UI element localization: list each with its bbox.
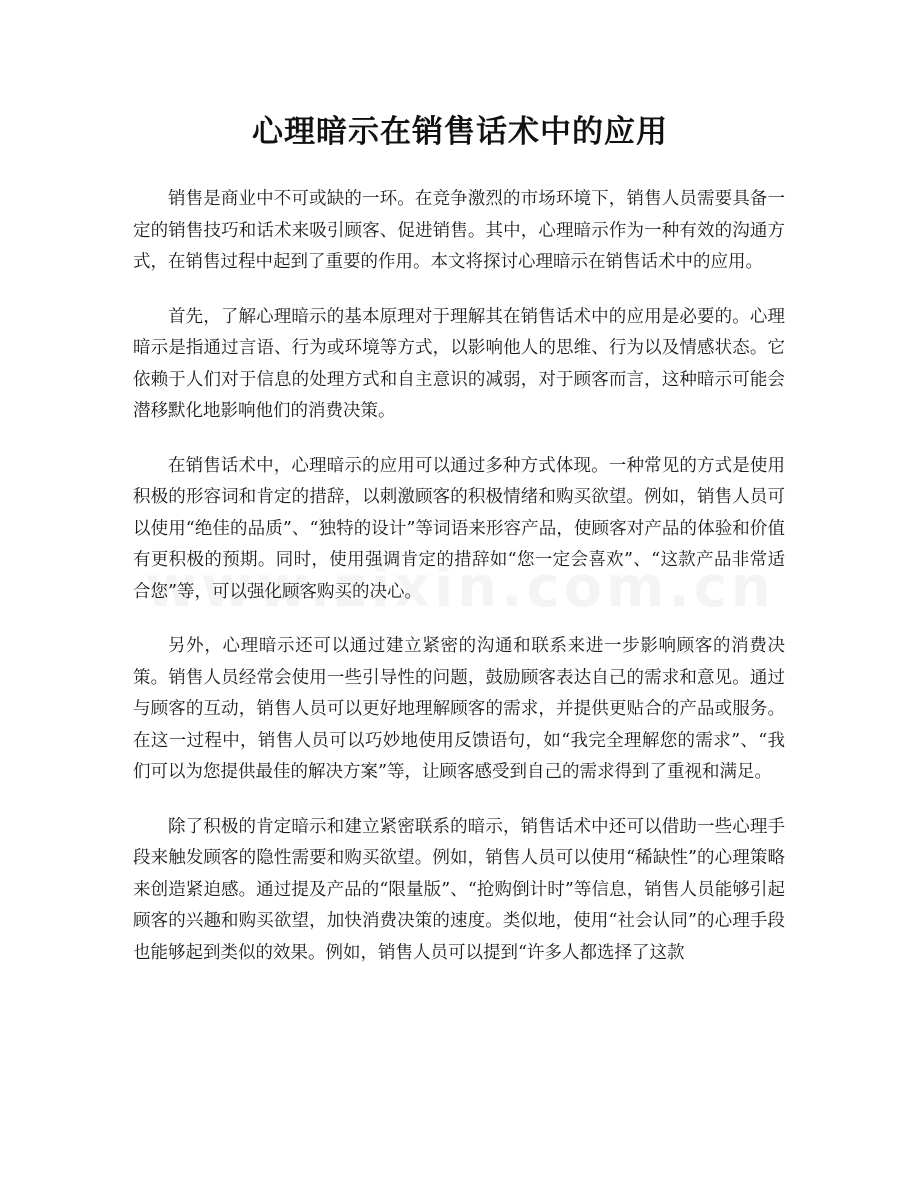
page-title: 心理暗示在销售话术中的应用 [252,114,668,150]
paragraph-1: 销售是商业中不可或缺的一环。在竞争激烈的市场环境下，销售人员需要具备一定的销售技巧和话术来吸引顾客、促进销售。其中，心理暗示作为一种有效的沟通方式，在销售过程中起到了重要的作用。本文将探讨心理暗示在销售话术中的应用。 [133,189,785,272]
document-body [133,184,785,992]
paragraph-2: 首先，了解心理暗示的基本原理对于理解其在销售话术中的应用是必要的。心理暗示是指通过言语、行为或环境等方式，以影响他人的思维、行为以及情感状态。它依赖于人们对于信息的处理方式和自主意识的减弱，对于顾客而言，这种暗示可能会潜移默化地影响他们的消费决策。 [133,306,785,421]
paragraph-4: 另外，心理暗示还可以通过建立紧密的沟通和联系来进一步影响顾客的消费决策。销售人员经常会使用一些引导性的问题，鼓励顾客表达自己的需求和意见。通过与顾客的互动，销售人员可以更好地理解顾客的需求，并提供更贴合的产品或服务。在这一过程中，销售人员可以巧妙地使用反馈语句，如“我完全理解您的需求”、“我们可以为您提供最佳的解决方案”等，让顾客感受到自己的需求得到了重视和满足。 [133,636,785,782]
paragraph-5: 除了积极的肯定暗示和建立紧密联系的暗示，销售话术中还可以借助一些心理手段来触发顾客的隐性需要和购买欲望。例如，销售人员可以使用“稀缺性”的心理策略来创造紧迫感。通过提及产品的“限量版”、“抢购倒计时”等信息，销售人员能够引起顾客的兴趣和购买欲望，加快消费决策的速度。类似地，使用“社会认同”的心理手段也能够起到类似的效果。例如，销售人员可以提到“许多人都选择了这款 [133,816,785,963]
paragraph-3: 在销售话术中，心理暗示的应用可以通过多种方式体现。一种常见的方式是使用积极的形容词和肯定的措辞，以刺激顾客的积极情绪和购买欲望。例如，销售人员可以使用“绝佳的品质”、“独特的设计”等词语来形容产品，使顾客对产品的体验和价值有更积极的预期。同时，使用强调肯定的措辞如“您一定会喜欢”、“这款产品非常适合您”等，可以强化顾客购买的决心。 [133,455,785,602]
